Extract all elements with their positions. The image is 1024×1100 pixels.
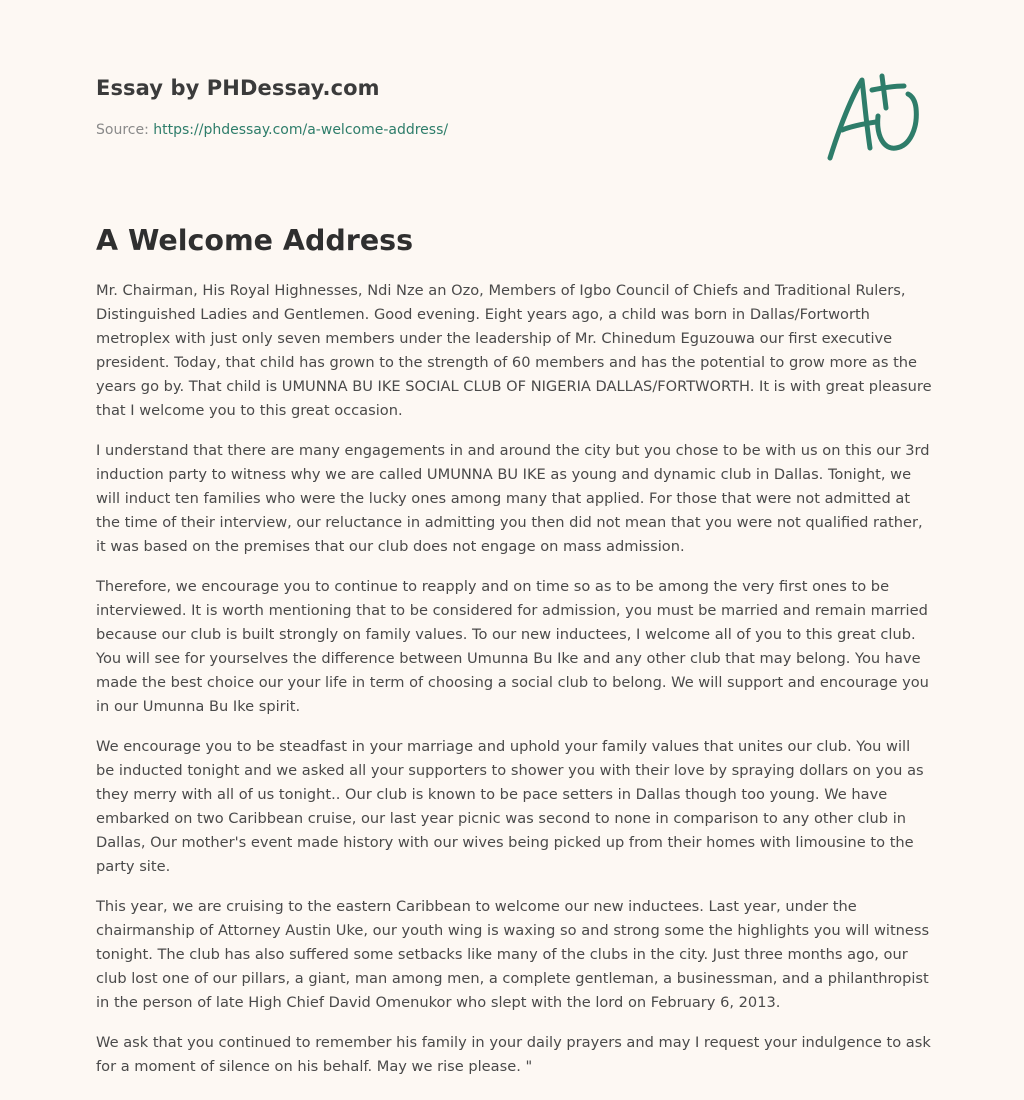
- paragraph-2: I understand that there are many engagements in and around the city but you chose to be with us on this our 3rd induction party to witness why we are called UMUNNA BU IKE as young and dynamic club in Dallas. Tonight, we will induct ten families who were the lucky ones among many that applied. For those that were not admitted at the time of their interview, our reluctance in admitting you then did not mean that you were not qualified rather, it was based on the premises that our club does not engage on mass admission.: [96, 442, 930, 555]
- source-link[interactable]: https://phdessay.com/a-welcome-address/: [153, 122, 449, 138]
- paragraph-1: Mr. Chairman, His Royal Highnesses, Ndi Nze an Ozo, Members of Igbo Council of Chiefs and Traditional Rulers, Distinguished Ladies and Gentlemen. Good evening. Eight years ago, a child was born in Dallas/Fortworth metroplex with just only seven members under the leadership of Mr. Chinedum Eguzouwa our first executive president. Today, that child has grown to the strength of 60 members and has the potential to grow more as the years go by. That child is UMUNNA BU IKE SOCIAL CLUB OF NIGERIA DALLAS/FORTWORTH. It is with great pleasure that I welcome you to this great occasion.: [96, 282, 932, 419]
- paragraph-4: We encourage you to be steadfast in your marriage and uphold your family values that unites our club. You will be inducted tonight and we asked all your supporters to shower you with their love by spraying dollars on you as they merry with all of us tonight.. Our club is known to be pace setters in Dallas though too young. We have embarked on two Caribbean cruise, our last year picnic was second to none in comparison to any other club in Dallas, Our mother's event made history with our wives being picked up from their homes with limousine to the party site.: [96, 738, 924, 875]
- paragraph-6: We ask that you continued to remember his family in your daily prayers and may I request your indulgence to ask for a moment of silence on his behalf. May we rise please. ": [96, 1034, 931, 1075]
- source-line: [96, 122, 448, 138]
- a-plus-logo-icon: [820, 66, 930, 166]
- page-header: [96, 76, 448, 138]
- article-title: A Welcome Address: [96, 224, 414, 257]
- site-title: Essay by PHDessay.com: [96, 76, 380, 100]
- paragraph-5: This year, we are cruising to the eastern Caribbean to welcome our new inductees. Last year, under the chairmanship of Attorney Austin Uke, our youth wing is waxing so and strong some the highlights you will witness tonight. The club has also suffered some setbacks like many of the clubs in the city. Just three months ago, our club lost one of our pillars, a giant, man among men, a complete gentleman, a businessman, and a philanthropist in the person of late High Chief David Omenukor who slept with the lord on February 6, 2013.: [96, 898, 930, 1011]
- source-label: Source:: [96, 122, 149, 138]
- essay-article: [96, 224, 932, 1095]
- paragraph-3: Therefore, we encourage you to continue to reapply and on time so as to be among the very first ones to be interviewed. It is worth mentioning that to be considered for admission, you must be married and remain married because our club is built strongly on family values. To our new inductees, I welcome all of you to this great club. You will see for yourselves the difference between Umunna Bu Ike and any other club that may belong. You have made the best choice our your life in term of choosing a social club to belong. We will support and encourage you in our Umunna Bu Ike spirit.: [96, 578, 929, 715]
